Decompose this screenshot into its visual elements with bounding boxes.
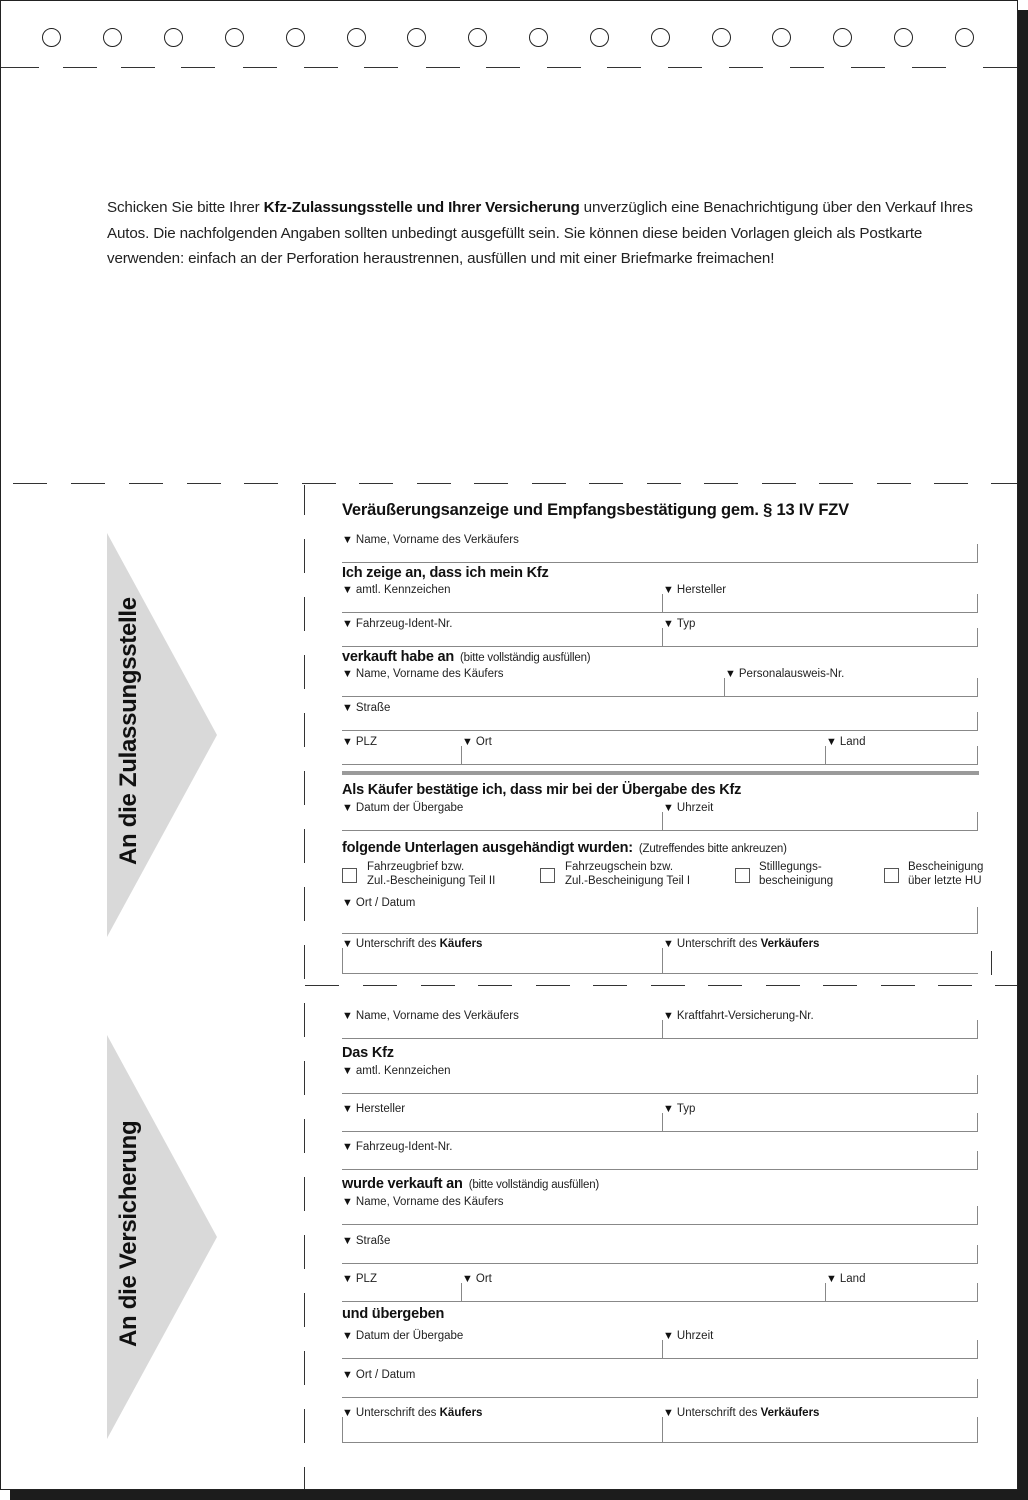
triangle-down-icon: ▼ xyxy=(342,1330,353,1342)
field-label: ▼ Land xyxy=(826,736,866,748)
section-heading: und übergeben xyxy=(342,1306,445,1322)
field-label: ▼ Straße xyxy=(342,702,391,714)
triangle-down-icon: ▼ xyxy=(342,1235,353,1247)
checkbox-fahrzeugschein[interactable] xyxy=(540,868,555,883)
datum-field[interactable] xyxy=(342,830,978,831)
field-label: ▼ Ort / Datum xyxy=(342,897,416,909)
checkbox-stilllegung[interactable] xyxy=(735,868,750,883)
punch-hole xyxy=(894,28,913,47)
plz-ort-field[interactable] xyxy=(342,764,978,765)
triangle-down-icon: ▼ xyxy=(342,897,353,909)
checkbox-label: Bescheinigung über letzte HU xyxy=(908,861,984,887)
field-label: ▼ Uhrzeit xyxy=(663,802,714,814)
fin-field[interactable] xyxy=(342,646,978,647)
triangle-down-icon: ▼ xyxy=(663,1330,674,1342)
field-label: ▼ PLZ xyxy=(342,1273,377,1285)
triangle-down-icon: ▼ xyxy=(342,1065,353,1077)
datum-field[interactable] xyxy=(342,1358,978,1359)
triangle-down-icon: ▼ xyxy=(342,1103,353,1115)
checkbox-label: Stilllegungs- bescheinigung xyxy=(759,861,834,887)
field-label: ▼ Datum der Übergabe xyxy=(342,802,464,814)
field-label: ▼ Hersteller xyxy=(342,1103,406,1115)
field-label: ▼ Unterschrift des Verkäufers xyxy=(663,1407,820,1419)
label-versicherung: An die Versicherung xyxy=(115,1120,142,1347)
seller-name-field[interactable] xyxy=(342,1038,978,1039)
punch-hole xyxy=(590,28,609,47)
section-heading: Das Kfz xyxy=(342,1045,394,1061)
field-label: ▼ Name, Vorname des Verkäufers xyxy=(342,1010,519,1022)
field-label: ▼ Fahrzeug-Ident-Nr. xyxy=(342,618,453,630)
punch-hole xyxy=(712,28,731,47)
triangle-down-icon: ▼ xyxy=(663,1103,674,1115)
hersteller-field[interactable] xyxy=(342,1131,978,1132)
intro-text-bold: Kfz-Zulassungsstelle und Ihrer Versicherung xyxy=(263,199,580,216)
field-label: ▼ Ort / Datum xyxy=(342,1369,416,1381)
triangle-down-icon: ▼ xyxy=(826,1273,837,1285)
triangle-down-icon: ▼ xyxy=(342,802,353,814)
field-label: ▼ Straße xyxy=(342,1235,391,1247)
triangle-down-icon: ▼ xyxy=(663,618,674,630)
triangle-down-icon: ▼ xyxy=(663,938,674,950)
punch-hole xyxy=(833,28,852,47)
triangle-down-icon: ▼ xyxy=(725,668,736,680)
triangle-down-icon: ▼ xyxy=(462,736,473,748)
punch-hole xyxy=(164,28,183,47)
field-label: ▼ Personalausweis-Nr. xyxy=(725,668,845,680)
punch-hole xyxy=(42,28,61,47)
triangle-down-icon: ▼ xyxy=(342,702,353,714)
field-label: ▼ Uhrzeit xyxy=(663,1330,714,1342)
punch-hole xyxy=(286,28,305,47)
checkbox-fahrzeugbrief[interactable] xyxy=(342,868,357,883)
section-heading: Ich zeige an, dass ich mein Kfz xyxy=(342,565,549,581)
triangle-down-icon: ▼ xyxy=(342,618,353,630)
field-label: ▼ Hersteller xyxy=(663,584,727,596)
field-label: ▼ Unterschrift des Verkäufers xyxy=(663,938,820,950)
checkbox-label: Fahrzeugbrief bzw. Zul.-Bescheinigung Teil II xyxy=(367,861,496,887)
seller-name-field[interactable] xyxy=(342,562,978,563)
kennzeichen-field[interactable] xyxy=(342,612,978,613)
punch-hole xyxy=(407,28,426,47)
field-label: ▼ amtl. Kennzeichen xyxy=(342,1065,451,1077)
section-heading: folgende Unterlagen ausgehändigt wurden: (Zutreffendes bitte ankreuzen) xyxy=(342,840,787,856)
triangle-down-icon: ▼ xyxy=(663,584,674,596)
ort-datum-field[interactable] xyxy=(342,1397,978,1398)
field-label: ▼ Name, Vorname des Käufers xyxy=(342,668,504,680)
punch-hole xyxy=(347,28,366,47)
field-label: ▼ Name, Vorname des Käufers xyxy=(342,1196,504,1208)
field-label: ▼ Name, Vorname des Verkäufers xyxy=(342,534,519,546)
section-heading: wurde verkauft an (bitte vollständig ausfüllen) xyxy=(342,1176,600,1192)
triangle-down-icon: ▼ xyxy=(663,802,674,814)
section-heading: verkauft habe an (bitte vollständig ausfüllen) xyxy=(342,649,591,665)
triangle-down-icon: ▼ xyxy=(342,534,353,546)
triangle-down-icon: ▼ xyxy=(342,1010,353,1022)
punch-hole xyxy=(529,28,548,47)
section-divider xyxy=(342,771,979,775)
field-label: ▼ Unterschrift des Käufers xyxy=(342,1407,483,1419)
punch-hole xyxy=(468,28,487,47)
punch-hole xyxy=(955,28,974,47)
triangle-down-icon: ▼ xyxy=(342,736,353,748)
signature-field[interactable] xyxy=(342,973,978,974)
kennzeichen-field[interactable] xyxy=(342,1093,978,1094)
field-label: ▼ Kraftfahrt-Versicherung-Nr. xyxy=(663,1010,814,1022)
triangle-down-icon: ▼ xyxy=(342,1407,353,1419)
punch-hole xyxy=(772,28,791,47)
ort-datum-field[interactable] xyxy=(342,933,978,934)
triangle-down-icon: ▼ xyxy=(462,1273,473,1285)
signature-field[interactable] xyxy=(342,1442,978,1443)
triangle-down-icon: ▼ xyxy=(342,1273,353,1285)
triangle-down-icon: ▼ xyxy=(342,1141,353,1153)
field-label: ▼ Ort xyxy=(462,736,492,748)
punch-hole xyxy=(651,28,670,47)
triangle-down-icon: ▼ xyxy=(342,584,353,596)
intro-text-end: unverzüglich eine Benachrichtigung über den Verkauf Ihres Autos. Die nachfolgenden Angaben sollten unbedingt ausgefüllt sein. Sie können diese beiden Vorlagen gleich als Postkarte verwenden: einfach an der Perforation heraustrennen, ausfüllen und mit einer Briefmarke freimachen! xyxy=(107,199,973,267)
field-label: ▼ amtl. Kennzeichen xyxy=(342,584,451,596)
punch-hole xyxy=(225,28,244,47)
fin-field[interactable] xyxy=(342,1169,978,1170)
field-label: ▼ Typ xyxy=(663,1103,696,1115)
buyer-name-field[interactable] xyxy=(342,1224,978,1225)
strasse-field[interactable] xyxy=(342,1263,978,1264)
triangle-down-icon: ▼ xyxy=(342,1196,353,1208)
field-label: ▼ PLZ xyxy=(342,736,377,748)
checkbox-hu[interactable] xyxy=(884,868,899,883)
intro-paragraph xyxy=(107,195,983,272)
field-label: ▼ Unterschrift des Käufers xyxy=(342,938,483,950)
section-heading: Als Käufer bestätige ich, dass mir bei der Übergabe des Kfz xyxy=(342,782,742,798)
field-label: ▼ Ort xyxy=(462,1273,492,1285)
intro-text-start: Schicken Sie bitte Ihrer xyxy=(107,199,264,216)
plz-ort-field[interactable] xyxy=(342,1301,978,1302)
buyer-name-field[interactable] xyxy=(342,696,978,697)
checkbox-label: Fahrzeugschein bzw. Zul.-Bescheinigung Teil I xyxy=(565,861,691,887)
field-label: ▼ Datum der Übergabe xyxy=(342,1330,464,1342)
strasse-field[interactable] xyxy=(342,730,978,731)
triangle-down-icon: ▼ xyxy=(342,938,353,950)
triangle-down-icon: ▼ xyxy=(342,668,353,680)
triangle-down-icon: ▼ xyxy=(663,1407,674,1419)
card1-title: Veräußerungsanzeige und Empfangsbestätigung gem. § 13 IV FZV xyxy=(342,501,849,519)
label-zulassungsstelle: An die Zulassungsstelle xyxy=(115,597,142,865)
field-label: ▼ Typ xyxy=(663,618,696,630)
punch-hole xyxy=(103,28,122,47)
triangle-down-icon: ▼ xyxy=(342,1369,353,1381)
field-label: ▼ Fahrzeug-Ident-Nr. xyxy=(342,1141,453,1153)
triangle-down-icon: ▼ xyxy=(826,736,837,748)
triangle-down-icon: ▼ xyxy=(663,1010,674,1022)
field-label: ▼ Land xyxy=(826,1273,866,1285)
